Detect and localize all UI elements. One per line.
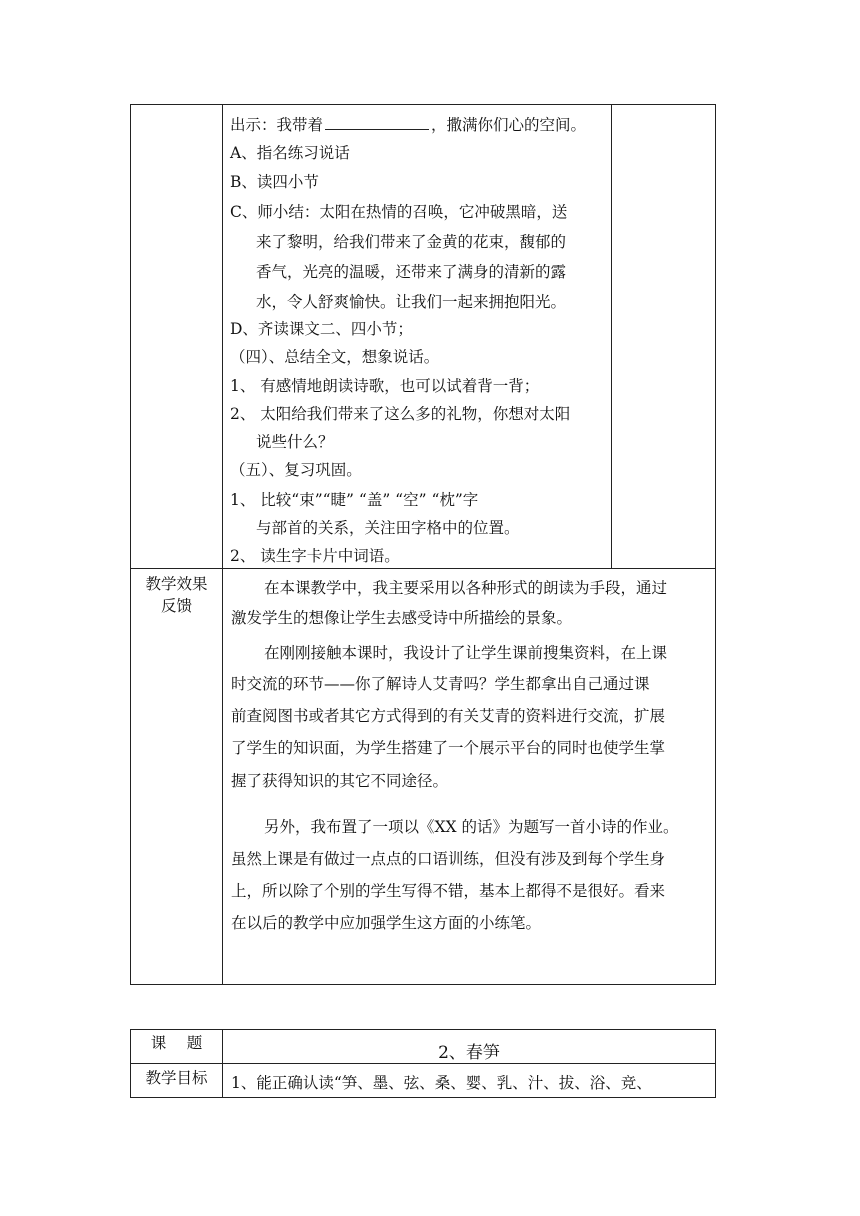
- activity-line: A、指名练习说话: [230, 144, 350, 162]
- table2-top-border: [130, 1029, 716, 1030]
- table2-bottom-border: [130, 1097, 716, 1098]
- feedback-line: 上，所以除了个别的学生写得不错，基本上都得不是很好。看来: [231, 882, 666, 900]
- table1-label-divider: [222, 104, 223, 985]
- prompt-suffix: ，撒满你们心的空间。: [431, 116, 587, 134]
- goal-value: 1、能正确认读“笋、墨、弦、桑、婴、乳、汁、拔、浴、竞、: [231, 1074, 652, 1092]
- feedback-label: [131, 573, 222, 617]
- activity-line: 1、 比较“束”“睫” “盖” “空” “枕”字: [230, 491, 479, 509]
- feedback-line: 时交流的环节——你了解诗人艾青吗？学生都拿出自己通过课: [231, 675, 650, 693]
- activity-line: 水，令人舒爽愉快。让我们一起来拥抱阳光。: [256, 293, 567, 311]
- topic-label: 课 题: [150, 1034, 203, 1052]
- activity-line: 说些什么？: [256, 433, 334, 451]
- feedback-line: 另外，我布置了一项以《XX 的话》为题写一首小诗的作业。: [264, 818, 679, 836]
- table1-right-border: [715, 104, 716, 985]
- activity-line: 香气，光亮的温暖，还带来了满身的清新的露: [256, 263, 567, 281]
- table1-note-divider: [611, 104, 612, 569]
- feedback-line: 了学生的知识面，为学生搭建了一个展示平台的同时也使学生掌: [231, 739, 666, 757]
- prompt-prefix: 出示：我带着: [230, 116, 324, 134]
- activity-line: 2、 太阳给我们带来了这么多的礼物，你想对太阳: [230, 405, 571, 423]
- fill-in-blank: [325, 115, 429, 130]
- table2-row-divider: [130, 1063, 716, 1064]
- table1-row-divider: [130, 568, 716, 569]
- feedback-label-line2: 反馈: [160, 597, 192, 615]
- activity-line: D、齐读课文二、四小节；: [230, 320, 413, 338]
- table2-right-border: [715, 1029, 716, 1098]
- activity-line: 与部首的关系，关注田字格中的位置。: [256, 519, 520, 537]
- feedback-line: 前查阅图书或者其它方式得到的有关艾青的资料进行交流，扩展: [231, 707, 666, 725]
- activity-line: B、读四小节: [230, 173, 319, 191]
- goal-label: 教学目标: [145, 1069, 208, 1087]
- activity-line: （五）、复习巩固。: [230, 461, 362, 479]
- activity-line: （四）、总结全文，想象说话。: [230, 348, 440, 366]
- table1-bottom-border: [130, 984, 716, 985]
- feedback-line: 在本课教学中，我主要采用以各种形式的朗读为手段，通过: [264, 579, 668, 597]
- table1-left-border: [130, 104, 131, 985]
- feedback-line: 激发学生的想像让学生去感受诗中所描绘的景象。: [231, 609, 573, 627]
- feedback-line: 在刚刚接触本课时，我设计了让学生课前搜集资料，在上课: [264, 644, 668, 662]
- table1-top-border: [130, 104, 716, 105]
- lesson-title: 2、春笋: [438, 1043, 500, 1063]
- feedback-line: 虽然上课是有做过一点点的口语训练，但没有涉及到每个学生身: [231, 850, 666, 868]
- feedback-line: 在以后的教学中应加强学生这方面的小练笔。: [231, 914, 542, 932]
- activity-line: 来了黎明，给我们带来了金黄的花束，馥郁的: [256, 233, 567, 251]
- activity-line: 2、 读生字卡片中词语。: [230, 547, 400, 565]
- activity-line-prompt: [230, 115, 586, 135]
- feedback-label-line1: 教学效果: [145, 575, 208, 593]
- feedback-line: 握了获得知识的其它不同途径。: [231, 772, 449, 790]
- activity-line: 1、 有感情地朗读诗歌，也可以试着背一背；: [230, 377, 540, 395]
- activity-line: C、师小结：太阳在热情的召唤，它冲破黑暗，送: [230, 203, 568, 221]
